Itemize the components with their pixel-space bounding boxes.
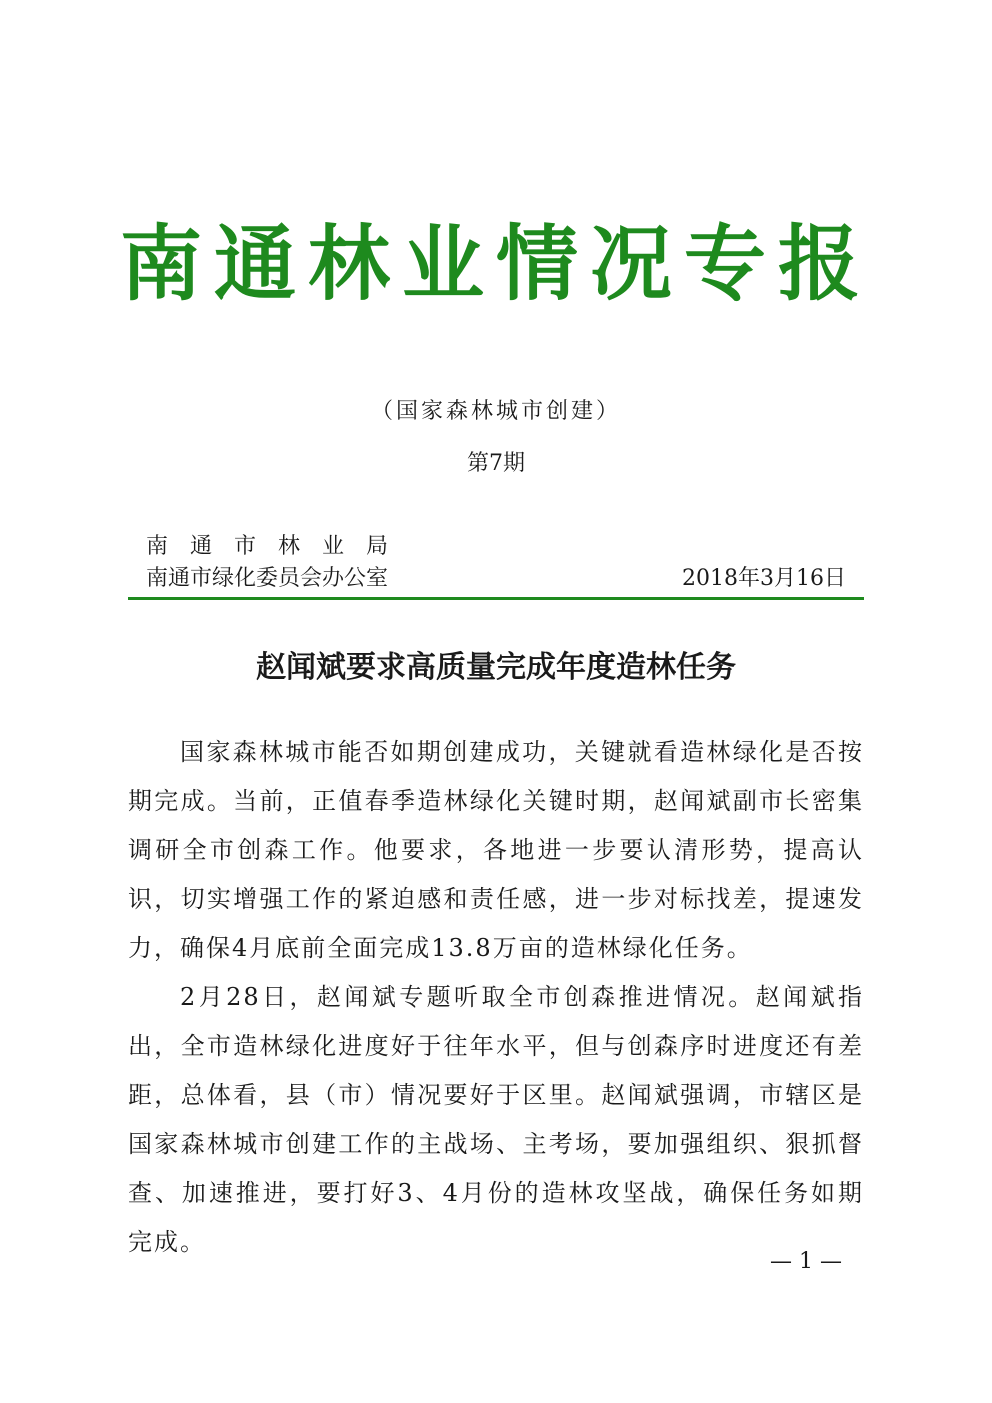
series-subtitle: （国家森林城市创建） <box>370 399 621 424</box>
issuer-forestry-bureau: 南通市林业局 <box>146 534 411 559</box>
article-body <box>128 728 864 1267</box>
article-headline: 赵闻斌要求高质量完成年度造林任务 <box>256 650 736 685</box>
masthead-title: 南通林业情况专报 <box>119 217 872 312</box>
page-number: — 1 — <box>770 1249 842 1274</box>
issue-date: 2018年3月16日 <box>682 566 846 591</box>
paragraph: 国家森林城市能否如期创建成功，关键就看造林绿化是否按期完成。当前，正值春季造林绿化关键时期，赵闻斌副市长密集调研全市创森工作。他要求，各地进一步要认清形势，提高认识，切实增强工作的紧迫感和责任感，进一步对标找差，提速发力，确保4月底前全面完成13.8万亩的造林绿化任务。 <box>128 738 864 962</box>
header-divider <box>128 597 864 600</box>
issue-number: 第7期 <box>467 451 525 476</box>
issuer-greening-committee: 南通市绿化委员会办公室 <box>146 566 389 591</box>
paragraph: 2月28日，赵闻斌专题听取全市创森推进情况。赵闻斌指出，全市造林绿化进度好于往年水平，但与创森序时进度还有差距，总体看，县（市）情况要好于区里。赵闻斌强调，市辖区是国家森林城市创建工作的主战场、主考场，要加强组织、狠抓督查、加速推进，要打好3、4月份的造林攻坚战，确保任务如期完成。 <box>128 983 864 1256</box>
